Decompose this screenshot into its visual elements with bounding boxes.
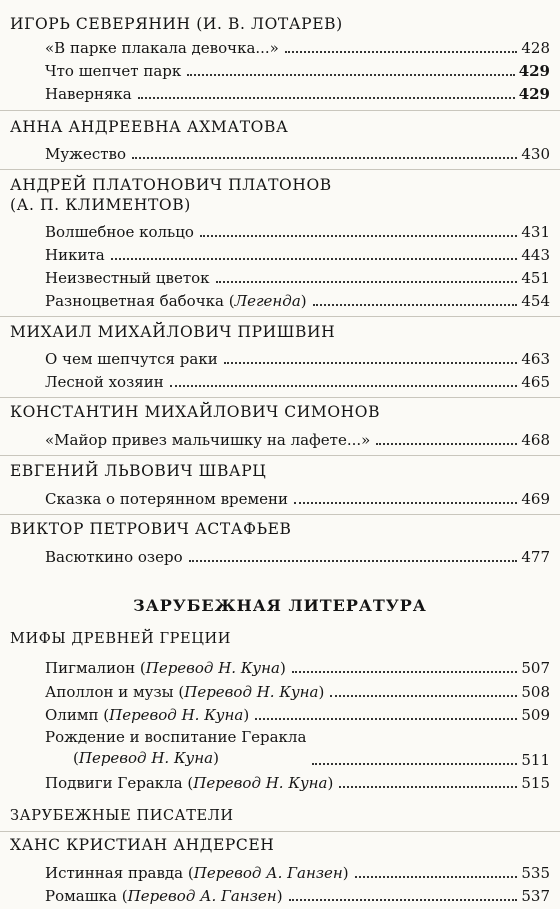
divider: [0, 455, 560, 456]
toc-entry[interactable]: [45, 544, 550, 566]
toc-entry[interactable]: [45, 219, 550, 241]
entry-page: 463: [521, 350, 550, 368]
entry-title: Наверняка: [45, 85, 132, 103]
subsection-heading: ЗАРУБЕЖНЫЕ ПИСАТЕЛИ: [10, 808, 234, 824]
toc-entry[interactable]: [45, 265, 550, 287]
leader-dots: [170, 385, 518, 387]
leader-dots: [355, 876, 518, 878]
leader-dots: [200, 235, 517, 237]
leader-dots: [285, 51, 517, 53]
leader-dots: [376, 443, 517, 445]
author-heading: ИГОРЬ СЕВЕРЯНИН (И. В. ЛОТАРЕВ): [10, 15, 343, 33]
subsection-heading: МИФЫ ДРЕВНЕЙ ГРЕЦИИ: [10, 631, 231, 647]
entry-title: Истинная правда (Перевод А. Ганзен): [45, 864, 349, 882]
entry-title: Волшебное кольцо: [45, 223, 194, 241]
entry-title: Неизвестный цветок: [45, 269, 210, 287]
toc-entry[interactable]: [45, 141, 550, 163]
entry-page: 535: [521, 864, 550, 882]
toc-entry[interactable]: [45, 346, 550, 368]
toc-entry[interactable]: [45, 242, 550, 264]
entry-page: 429: [518, 85, 550, 103]
entry-title: Аполлон и музы (Перевод Н. Куна): [45, 683, 325, 701]
author-heading: АННА АНДРЕЕВНА АХМАТОВА: [10, 118, 289, 136]
leader-dots: [132, 157, 517, 159]
leader-dots: [111, 258, 518, 260]
leader-dots: [187, 74, 514, 76]
entry-title: Что шепчет парк: [45, 62, 182, 80]
leader-dots: [312, 763, 517, 765]
entry-page: 537: [521, 887, 550, 905]
author-heading: АНДРЕЙ ПЛАТОНОВИЧ ПЛАТОНОВ: [10, 176, 332, 194]
toc-entry[interactable]: [45, 770, 550, 792]
entry-title: Пигмалион (Перевод Н. Куна): [45, 659, 286, 677]
entry-page: 515: [521, 774, 550, 792]
author-heading: ХАНС КРИСТИАН АНДЕРСЕН: [10, 836, 275, 854]
leader-dots: [189, 560, 518, 562]
divider: [0, 316, 560, 317]
toc-entry[interactable]: [45, 427, 550, 449]
leader-dots: [216, 281, 518, 283]
entry-page: 465: [521, 373, 550, 391]
leader-dots: [339, 786, 517, 788]
entry-title: Подвиги Геракла (Перевод Н. Куна): [45, 774, 334, 792]
toc-entry[interactable]: [45, 81, 550, 103]
entry-title: Сказка о потерянном времени: [45, 490, 289, 508]
entry-title: Разноцветная бабочка (Легенда): [45, 292, 307, 310]
leader-dots: [330, 695, 517, 697]
toc-entry[interactable]: [45, 725, 550, 769]
leader-dots: [224, 362, 518, 364]
entry-title: Олимп (Перевод Н. Куна): [45, 706, 250, 724]
leader-dots: [255, 718, 517, 720]
entry-page: 428: [521, 39, 550, 57]
entry-title: О чем шепчутся раки: [45, 350, 218, 368]
entry-page: 509: [521, 706, 550, 724]
toc-entry[interactable]: [45, 35, 550, 57]
toc-entry[interactable]: [45, 369, 550, 391]
entry-page: 469: [521, 490, 550, 508]
entry-page: 507: [521, 659, 550, 677]
leader-dots: [313, 304, 518, 306]
divider: [0, 397, 560, 398]
entry-page: 508: [521, 683, 550, 701]
toc-entry[interactable]: [45, 288, 550, 310]
entry-page: 511: [521, 751, 550, 769]
leader-dots: [294, 502, 517, 504]
entry-page: 468: [521, 431, 550, 449]
section-heading: ЗАРУБЕЖНАЯ ЛИТЕРАТУРА: [133, 596, 427, 615]
entry-title: «В парке плакала девочка...»: [45, 39, 279, 57]
entry-title: Рождение и воспитание Геракла (Перевод Н. Куна): [45, 728, 307, 767]
entry-page: 477: [521, 548, 550, 566]
entry-title: Мужество: [45, 145, 127, 163]
toc-entry[interactable]: [45, 679, 550, 701]
entry-page: 451: [521, 269, 550, 287]
leader-dots: [289, 899, 518, 901]
divider: [0, 831, 560, 832]
author-heading: ВИКТОР ПЕТРОВИЧ АСТАФЬЕВ: [10, 520, 292, 538]
divider: [0, 169, 560, 170]
toc-entry[interactable]: [45, 58, 550, 80]
entry-title: Никита: [45, 246, 105, 264]
entry-page: 429: [518, 62, 550, 80]
toc-entry[interactable]: [45, 860, 550, 882]
toc-entry[interactable]: [45, 486, 550, 508]
author-heading: КОНСТАНТИН МИХАЙЛОВИЧ СИМОНОВ: [10, 403, 381, 421]
divider: [0, 514, 560, 515]
divider: [0, 110, 560, 111]
entry-page: 431: [521, 223, 550, 241]
entry-page: 430: [521, 145, 550, 163]
toc-entry[interactable]: [45, 702, 550, 724]
leader-dots: [292, 671, 518, 673]
toc-entry[interactable]: [45, 883, 550, 905]
entry-page: 454: [521, 292, 550, 310]
entry-title: Васюткино озеро: [45, 548, 183, 566]
author-heading-line2: (А. П. КЛИМЕНТОВ): [10, 196, 191, 214]
entry-title: «Майор привез мальчишку на лафете...»: [45, 431, 371, 449]
toc-entry[interactable]: [45, 655, 550, 677]
entry-title: Лесной хозяин: [45, 373, 164, 391]
entry-page: 443: [521, 246, 550, 264]
author-heading: МИХАИЛ МИХАЙЛОВИЧ ПРИШВИН: [10, 323, 336, 341]
author-heading: ЕВГЕНИЙ ЛЬВОВИЧ ШВАРЦ: [10, 462, 267, 480]
leader-dots: [138, 97, 515, 99]
entry-title: Ромашка (Перевод А. Ганзен): [45, 887, 283, 905]
